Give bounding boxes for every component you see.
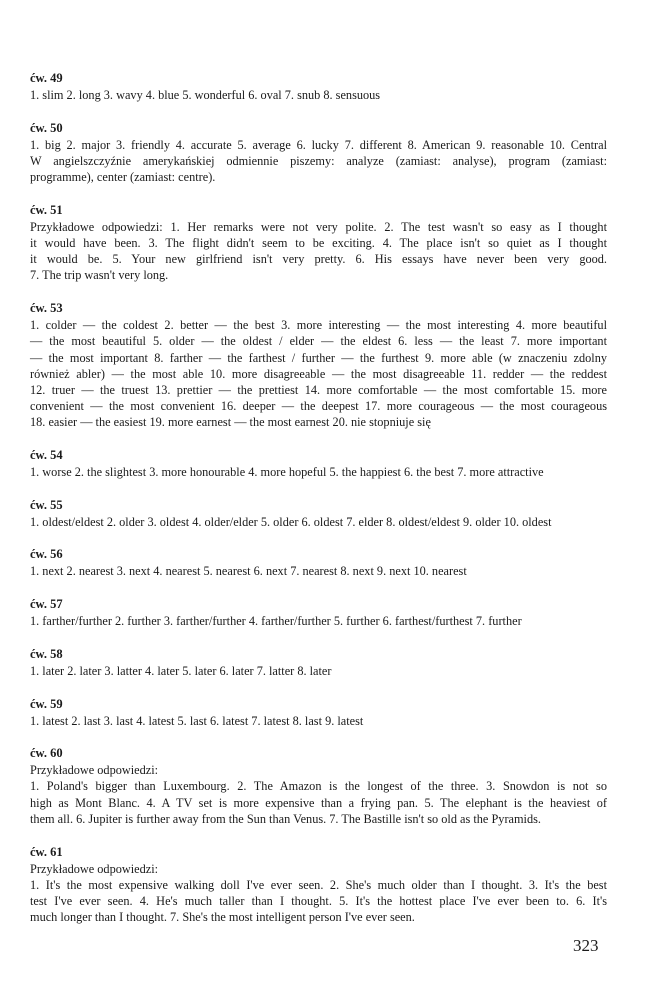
exercise-heading: ćw. 50 [30,120,63,135]
answer-line: 1. Poland's bigger than Luxembourg. 2. The Amazon is the longest of the three. 3. Snowdon is not so [30,779,607,794]
answer-line: 1. It's the most expensive walking doll I've ever seen. 2. She's much older than I thought. 3. It's the best [30,877,607,892]
section-cw-54 [30,447,607,480]
answer-line: test I've ever seen. 4. He's much taller than I thought. 5. It's the hottest place I've ever been to. 6. It's [30,893,607,908]
exercise-heading: ćw. 56 [30,547,63,562]
exercise-heading: ćw. 51 [30,202,63,217]
answer-line: it would be. 5. Your new girlfriend isn't very pretty. 6. His essays have never been very good. [30,252,607,267]
answer-line: W angielszczyźnie amerykańskiej odmiennie piszemy: analyze (zamiast: analyse), program (zamiast: [30,153,607,168]
section-cw-58 [30,646,607,679]
answer-line: — the most beautiful 5. older — the oldest / elder — the eldest 6. less — the least 7. more important [30,334,607,349]
answer-key-page [30,70,607,942]
page-number: 323 [573,936,599,955]
section-cw-50 [30,120,607,186]
section-cw-57 [30,596,607,629]
answer-line: 1. farther/further 2. further 3. farther/further 4. farther/further 5. further 6. farthest/furthest 7. further [30,614,522,629]
section-cw-56 [30,546,607,579]
answer-line: 1. oldest/eldest 2. older 3. oldest 4. older/elder 5. older 6. oldest 7. elder 8. oldest/eldest 9. older 10. oldest [30,514,552,529]
answer-line: them all. 6. Jupiter is further away from the Sun than Venus. 7. The Bastille isn't so old as the Pyramids. [30,811,541,826]
answer-line: 1. slim 2. long 3. wavy 4. blue 5. wonderful 6. oval 7. snub 8. sensuous [30,88,381,102]
exercise-heading: ćw. 60 [30,746,63,761]
exercise-heading: ćw. 53 [30,301,63,316]
answer-line: much longer than I thought. 7. She's the most intelligent person I've ever seen. [30,910,415,925]
answer-line: 1. next 2. nearest 3. next 4. nearest 5. nearest 6. next 7. nearest 8. next 9. next 10. nearest [30,564,467,579]
section-cw-60 [30,745,607,827]
answer-line: programme), center (zamiast: centre). [30,170,216,185]
answer-line: 1. big 2. major 3. friendly 4. accurate 5. average 6. lucky 7. different 8. American 9. reasonable 10. Central [30,137,607,152]
answer-line: 12. truer — the truest 13. prettier — the prettiest 14. more comfortable — the most comfortable 15. more [30,382,607,397]
answer-line: — the most important 8. farther — the farthest / further — the furthest 9. more able (w znaczeniu zdolny [30,350,607,365]
answer-line: również abler) — the most able 10. more disagreeable — the most disagreeable 11. redder — the reddest [30,366,607,381]
answer-line: it would have been. 3. The flight didn't seem to be exciting. 4. The place isn't so quiet as I thought [30,236,607,251]
exercise-heading: ćw. 57 [30,597,63,612]
answer-line: Przykładowe odpowiedzi: 1. Her remarks were not very polite. 2. The test wasn't so easy as I thought [30,219,607,234]
exercise-heading: ćw. 55 [30,497,63,512]
exercise-heading: ćw. 61 [30,844,63,859]
answer-line: 1. worse 2. the slightest 3. more honourable 4. more hopeful 5. the happiest 6. the best 7. more attractive [30,465,544,480]
exercise-heading: ćw. 54 [30,448,63,463]
exercise-heading: ćw. 59 [30,696,63,711]
section-cw-49 [30,70,607,103]
answer-line: 7. The trip wasn't very long. [30,268,169,283]
section-cw-55 [30,497,607,530]
answer-line: 1. colder — the coldest 2. better — the best 3. more interesting — the most interesting 4. more beautiful [30,318,607,333]
exercise-heading: ćw. 49 [30,71,63,85]
exercise-heading: ćw. 58 [30,646,63,661]
answer-line: convenient — the most convenient 16. deeper — the deepest 17. more courageous — the most courageous [30,399,607,414]
answer-line: Przykładowe odpowiedzi: [30,763,159,778]
section-cw-53 [30,300,607,430]
answer-line: high as Mont Blanc. 4. A TV set is more expensive than a frying pan. 5. The elephant is the heaviest of [30,795,607,810]
answer-line: Przykładowe odpowiedzi: [30,861,159,876]
answer-line: 1. later 2. later 3. latter 4. later 5. later 6. later 7. latter 8. later [30,663,332,678]
section-cw-51 [30,202,607,284]
answer-line: 18. easier — the easiest 19. more earnest — the most earnest 20. nie stopniuje się [30,415,431,430]
section-cw-61 [30,844,607,926]
answer-line: 1. latest 2. last 3. last 4. latest 5. last 6. latest 7. latest 8. last 9. latest [30,713,364,728]
section-cw-59 [30,696,607,729]
